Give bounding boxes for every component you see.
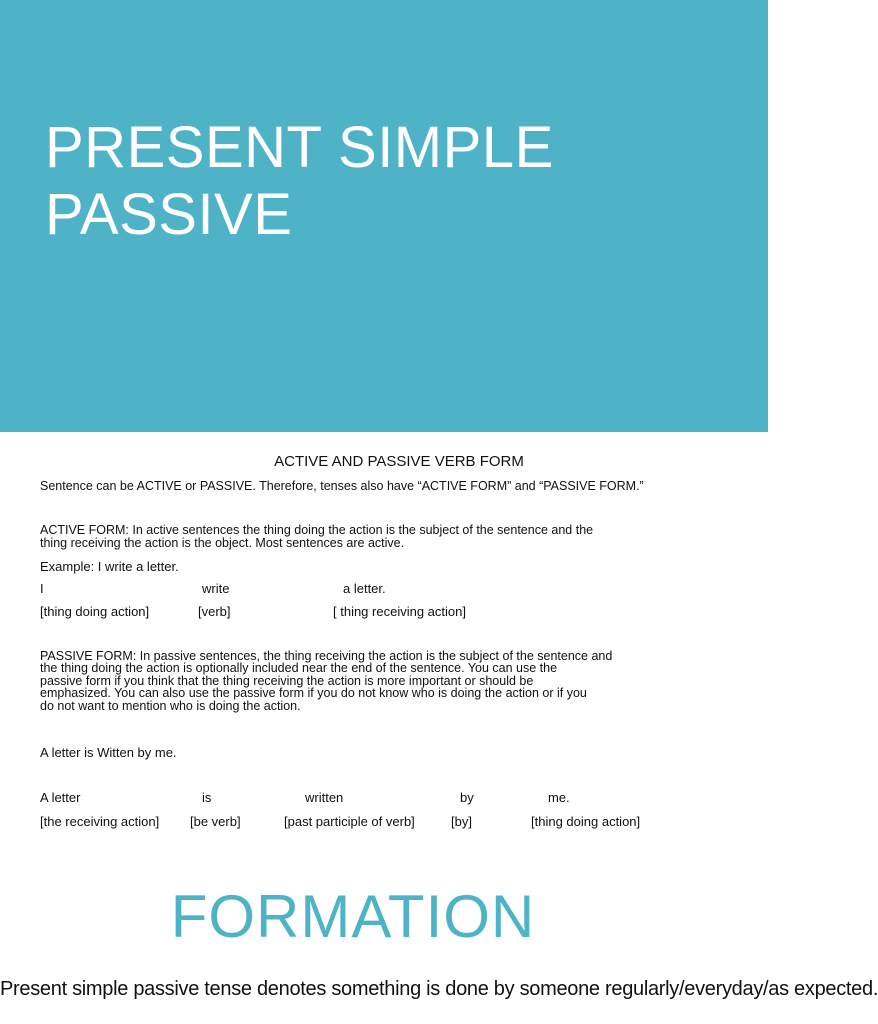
active-role-subject: [thing doing action] (40, 604, 150, 619)
intro-text: Sentence can be ACTIVE or PASSIVE. Therefore, tenses also have “ACTIVE FORM” and “PASSIVE FORM.” (40, 479, 644, 493)
passive-form-line-3: passive form if you think that the thing receiving the action is more important or should be (40, 674, 534, 688)
passive-example-subject: A letter (40, 790, 81, 805)
passive-example-participle: written (305, 790, 344, 805)
passive-example-agent: me. (548, 790, 570, 805)
active-form-line-2: thing receiving the action is the object. Most sentences are active. (40, 536, 405, 550)
active-form-line-1: ACTIVE FORM: In active sentences the thing doing the action is the subject of the sentence and the (40, 523, 594, 537)
passive-role-by: [by] (451, 814, 472, 829)
slide-title-line-2: PASSIVE (45, 182, 293, 247)
active-example-verb: write (202, 581, 230, 596)
active-example-label: Example: I write a letter. (40, 559, 179, 574)
passive-role-subject: [the receiving action] (40, 814, 160, 829)
passive-role-participle: [past participle of verb] (284, 814, 415, 829)
passive-example-sentence: A letter is Witten by me. (40, 745, 177, 760)
active-example-subject: I (40, 581, 44, 596)
formation-definition: Present simple passive tense denotes something is done by someone regularly/everyday/as expected. (0, 978, 878, 1000)
active-role-verb: [verb] (198, 604, 231, 619)
passive-form-line-1: PASSIVE FORM: In passive sentences, the thing receiving the action is the subject of the sentence and (40, 649, 613, 663)
active-role-object: [ thing receiving action] (333, 604, 466, 619)
passive-form-line-4: emphasized. You can also use the passive form if you do not know who is doing the action or if you (40, 686, 587, 700)
section-heading: ACTIVE AND PASSIVE VERB FORM (274, 453, 524, 470)
active-example-object: a letter. (343, 581, 386, 596)
slide-title-line-1: PRESENT SIMPLE (45, 115, 554, 180)
slide-title (45, 114, 554, 248)
passive-role-be-verb: [be verb] (190, 814, 241, 829)
passive-form-line-2: the thing doing the action is optionally included near the end of the sentence. You can use the (40, 661, 558, 675)
title-banner (0, 0, 768, 432)
passive-example-be-verb: is (202, 790, 212, 805)
passive-example-by: by (460, 790, 474, 805)
passive-form-line-5: do not want to mention who is doing the action. (40, 699, 301, 713)
passive-role-agent: [thing doing action] (531, 814, 641, 829)
formation-heading: FORMATION (170, 883, 536, 950)
